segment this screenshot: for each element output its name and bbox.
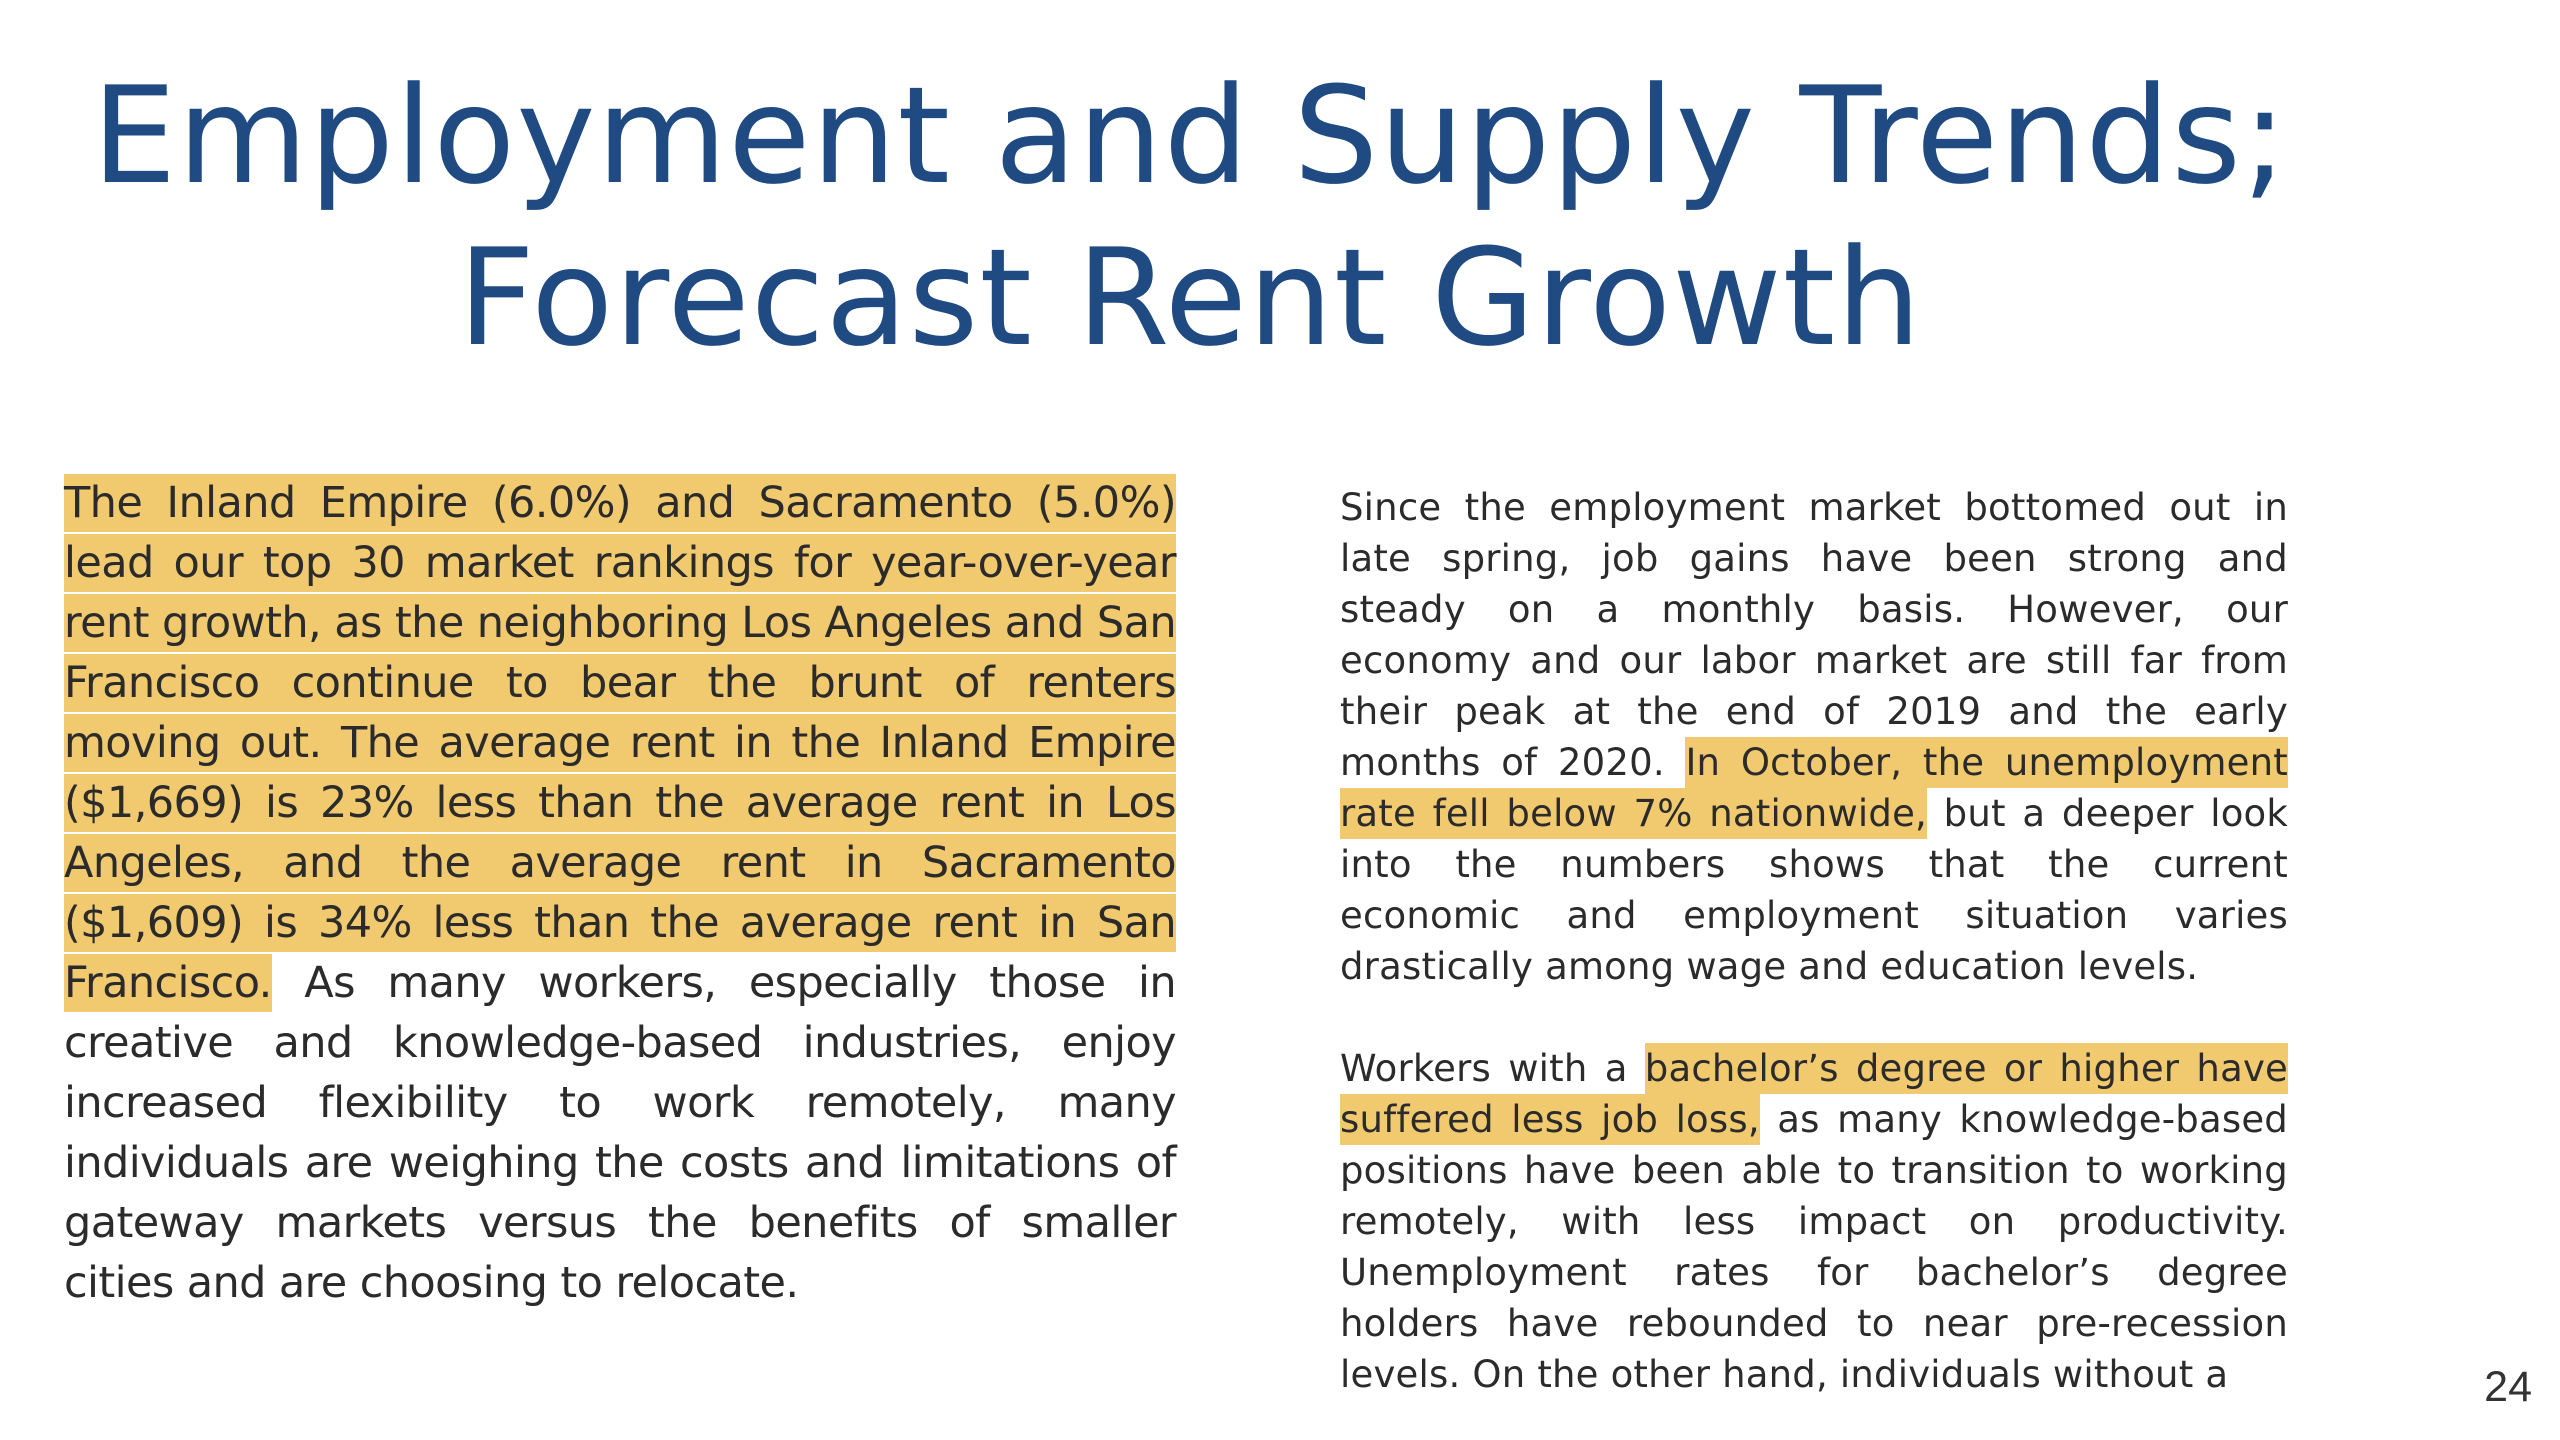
right-paragraph-2 [1340,1043,2288,1400]
highlighted-text: bachelor’s degree or higher have suffered less job loss, [1340,1043,2288,1145]
left-paragraph [64,473,1176,1313]
highlighted-text: The Inland Empire (6.0%) and Sacramento (5.0%) lead our top 30 market rankings for year-over-year rent growth, as the neighboring Los Angeles and San Francisco continue to bear the brunt of renters moving out. The average rent in the Inland Empire ($1,669) is 23% less than the average rent in Los Angeles, and the average rent in Sacramento ($1,609) is 34% less than the average rent in San Francisco. [64,474,1176,1012]
body-text: but a deeper look into the numbers shows that the current economic and employment situation varies drastically among wage and education levels. [1340,792,2288,988]
body-text: Workers with a [1340,1047,1645,1090]
right-text-column [1340,482,2288,1400]
body-text: Since the employment market bottomed out in late spring, job gains have been strong and steady on a monthly basis. However, our economy and our labor market are still far from their peak at the end of 2019 and the early months of 2020. [1340,486,2288,784]
left-text-column [64,473,1176,1313]
body-text: As many workers, especially those in creative and knowledge-based industries, enjoy increased flexibility to work remotely, many individuals are weighing the costs and limitations of gateway markets versus the benefits of smaller cities and are choosing to relocate. [64,958,1176,1308]
title-line-1: Employment and Supply Trends; [91,58,2289,214]
right-paragraph-1 [1340,482,2288,992]
page-title [0,55,2380,379]
highlighted-text: In October, the unemployment rate fell below 7% nationwide, [1340,737,2288,839]
page-number: 24 [2484,1363,2532,1411]
body-text: as many knowledge-based positions have been able to transition to working remotely, with less impact on productivity. Unemployment rates for bachelor’s degree holders have rebounded to near pre-recession levels. On the other hand, individuals without a [1340,1098,2288,1396]
title-line-2: Forecast Rent Growth [457,220,1923,376]
